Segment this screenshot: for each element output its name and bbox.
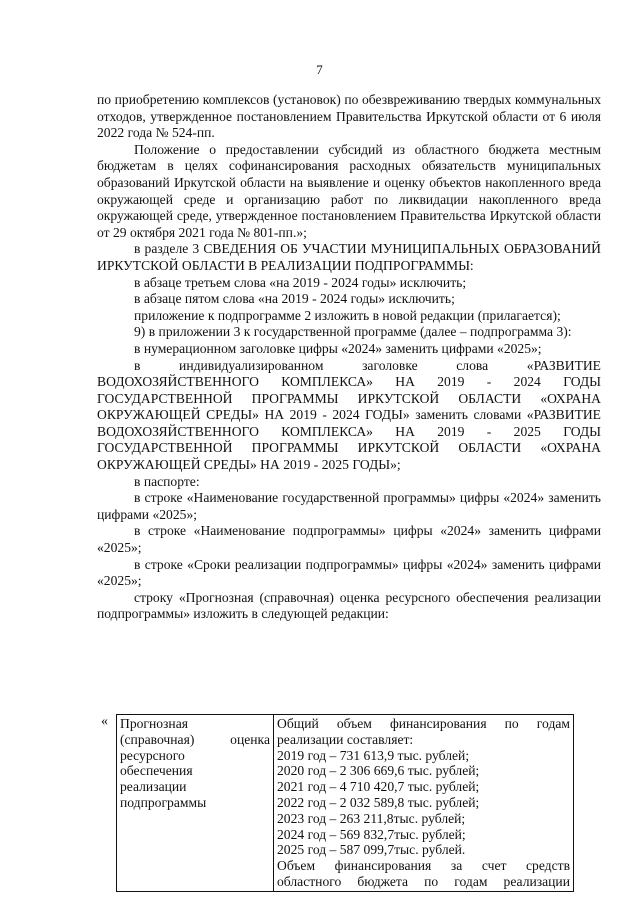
paragraph-abzac-3: в абзаце третьем слова «на 2019 - 2024 годы» исключить;: [134, 274, 467, 290]
row-label-line: ресурсного: [120, 747, 185, 763]
paragraph-individual-heading: в индивидуализированном заголовке слова «РАЗВИТИЕ ВОДОХОЗЯЙСТВЕННОГО КОМПЛЕКСА» НА 2019 - 2024 ГОДЫ ГОСУДАРСТВЕННОЙ ПРОГРАММЫ ИРКУТСКОЙ ОБЛАСТИ «ОХРАНА ОКРУЖАЮЩЕЙ СРЕДЫ» НА 2019 - 2024 ГОДЫ» заменить словами «РАЗВИТИЕ ВОДОХОЗЯЙСТВЕННОГО КОМПЛЕКСА» НА 2019 - 2025 ГОДЫ ГОСУДАРСТВЕННОЙ ПРОГРАММЫ ИРКУТСКОЙ ОБЛАСТИ «ОХРАНА ОКРУЖАЮЩЕЙ СРЕДЫ» НА 2019 - 2025 ГОДЫ»;: [97, 357, 601, 473]
table-row: [117, 715, 574, 892]
row-label-line: подпрограммы: [120, 794, 207, 810]
paragraph-subprogram-name: в строке «Наименование подпрограммы» цифры «2024» заменить цифрами «2025»;: [97, 523, 601, 556]
paragraph-resource-row: строку «Прогнозная (справочная) оценка ресурсного обеспечения реализации подпрограммы» изложить в следующей редакции:: [97, 589, 601, 622]
paragraph-continuation: по приобретению комплексов (установок) по обезвреживанию твердых коммунальных отходов, утвержденное постановлением Правительства Иркутской области от 6 июля 2022 года № 524-пп.: [97, 92, 601, 141]
value-line: Общий объем финансирования по годам: [277, 716, 570, 731]
paragraph-program-name: в строке «Наименование государственной программы» цифры «2024» заменить цифрами «2025»;: [97, 490, 601, 522]
paragraph-item-9: 9) в приложении 3 к государственной программе (далее – подпрограмма 3):: [134, 324, 572, 340]
row-label-line: (справочная) оценка: [120, 731, 270, 747]
value-line: областного бюджета по годам реализации: [277, 873, 570, 889]
row-label-line: реализации: [120, 779, 187, 795]
value-line: 2021 год – 4 710 420,7 тыс. рублей;: [277, 779, 480, 795]
row-label-line: Прогнозная: [120, 716, 188, 731]
resource-table: [116, 714, 574, 892]
paragraph-passport: в паспорте:: [134, 473, 200, 489]
value-line: 2019 год – 731 613,9 тыс. рублей;: [277, 747, 470, 763]
row-value-cell: [274, 715, 574, 892]
paragraph-appendix: приложение к подпрограмме 2 изложить в новой редакции (прилагается);: [134, 307, 561, 323]
value-line: 2022 год – 2 032 589,8 тыс. рублей;: [277, 794, 480, 810]
paragraph-regulation: Положение о предоставлении субсидий из областного бюджета местным бюджетам в целях софинансирования расходных обязательств муниципальных образований Иркутской области на выявление и оценку объектов накопленного вреда окружающей среде и организацию работ по ликвидации накопленного вреда окружающей среде, утвержденное постановлением Правительства Иркутской области от 29 октября 2021 года № 801-пп.»;: [97, 141, 601, 240]
value-line: 2023 год – 263 211,8тыс. рублей;: [277, 810, 466, 826]
value-line: 2024 год – 569 832,7тыс. рублей;: [277, 826, 466, 842]
open-quote-mark: «: [101, 714, 108, 729]
row-label-line: обеспечения: [120, 763, 193, 779]
paragraph-section-3: в разделе 3 СВЕДЕНИЯ ОБ УЧАСТИИ МУНИЦИПАЛЬНЫХ ОБРАЗОВАНИЙ ИРКУТСКОЙ ОБЛАСТИ В РЕАЛИЗАЦИИ ПОДПРОГРАММЫ:: [97, 241, 601, 273]
row-label-cell: [117, 715, 274, 892]
value-line: 2020 год – 2 306 669,6 тыс. рублей;: [277, 763, 480, 779]
document-body: [97, 92, 601, 623]
value-line: реализации составляет:: [277, 731, 414, 747]
paragraph-terms: в строке «Сроки реализации подпрограммы» цифры «2024» заменить цифрами «2025»;: [97, 556, 601, 589]
paragraph-abzac-5: в абзаце пятом слова «на 2019 - 2024 годы» исключить;: [134, 291, 455, 307]
paragraph-numbered-heading: в нумерационном заголовке цифры «2024» заменить цифрами «2025»;: [134, 340, 542, 356]
value-line: Объем финансирования за счет средств: [277, 858, 570, 874]
value-line: 2025 год – 587 099,7тыс. рублей.: [277, 842, 466, 858]
page-number: 7: [316, 62, 323, 77]
